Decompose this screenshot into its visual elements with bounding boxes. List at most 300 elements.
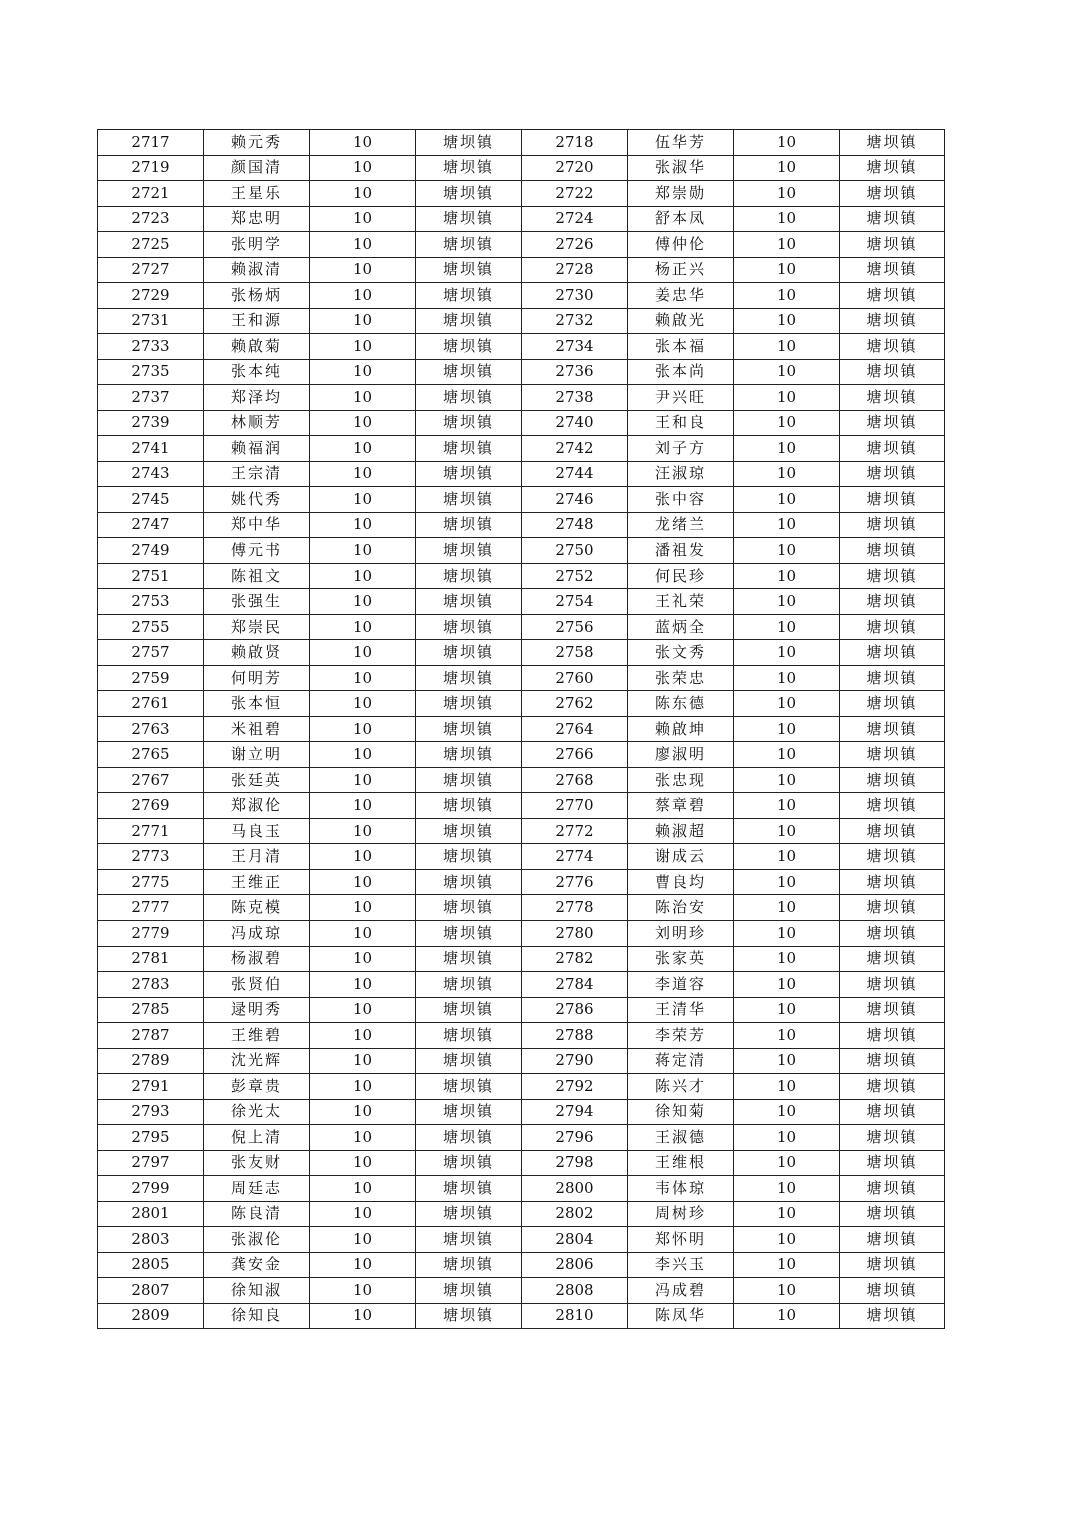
seq-number-cell: 2739: [98, 410, 204, 436]
seq-number-cell: 2798: [522, 1150, 628, 1176]
amount-cell: 10: [310, 487, 416, 513]
amount-cell: 10: [310, 691, 416, 717]
name-cell: 李道容: [628, 972, 734, 998]
amount-cell: 10: [310, 920, 416, 946]
town-cell: 塘坝镇: [416, 1201, 522, 1227]
amount-cell: 10: [310, 130, 416, 156]
seq-number-cell: 2724: [522, 206, 628, 232]
town-cell: 塘坝镇: [840, 818, 945, 844]
amount-cell: 10: [734, 818, 840, 844]
name-cell: 倪上清: [204, 1125, 310, 1151]
name-cell: 李荣芳: [628, 1023, 734, 1049]
town-cell: 塘坝镇: [416, 538, 522, 564]
name-cell: 陈兴才: [628, 1074, 734, 1100]
amount-cell: 10: [734, 563, 840, 589]
town-cell: 塘坝镇: [416, 1023, 522, 1049]
name-cell: 冯成碧: [628, 1278, 734, 1304]
name-cell: 姜忠华: [628, 283, 734, 309]
amount-cell: 10: [310, 181, 416, 207]
name-cell: 张忠现: [628, 767, 734, 793]
town-cell: 塘坝镇: [840, 181, 945, 207]
name-cell: 赖福润: [204, 436, 310, 462]
name-cell: 周树珍: [628, 1201, 734, 1227]
amount-cell: 10: [734, 640, 840, 666]
name-cell: 韦体琼: [628, 1176, 734, 1202]
seq-number-cell: 2736: [522, 359, 628, 385]
seq-number-cell: 2808: [522, 1278, 628, 1304]
amount-cell: 10: [310, 1023, 416, 1049]
seq-number-cell: 2767: [98, 767, 204, 793]
table-row: [98, 308, 945, 334]
name-cell: 张杨炳: [204, 283, 310, 309]
town-cell: 塘坝镇: [416, 972, 522, 998]
table-row: [98, 1201, 945, 1227]
name-cell: 赖啟坤: [628, 716, 734, 742]
name-cell: 刘明珍: [628, 920, 734, 946]
name-cell: 姚代秀: [204, 487, 310, 513]
seq-number-cell: 2780: [522, 920, 628, 946]
table-row: [98, 691, 945, 717]
amount-cell: 10: [310, 436, 416, 462]
town-cell: 塘坝镇: [416, 410, 522, 436]
seq-number-cell: 2769: [98, 793, 204, 819]
amount-cell: 10: [310, 844, 416, 870]
seq-number-cell: 2770: [522, 793, 628, 819]
town-cell: 塘坝镇: [840, 869, 945, 895]
town-cell: 塘坝镇: [416, 767, 522, 793]
amount-cell: 10: [310, 972, 416, 998]
name-cell: 林顺芳: [204, 410, 310, 436]
amount-cell: 10: [734, 232, 840, 258]
amount-cell: 10: [734, 767, 840, 793]
amount-cell: 10: [310, 257, 416, 283]
name-cell: 谢立明: [204, 742, 310, 768]
table-row: [98, 895, 945, 921]
town-cell: 塘坝镇: [416, 283, 522, 309]
town-cell: 塘坝镇: [416, 895, 522, 921]
amount-cell: 10: [310, 1303, 416, 1329]
town-cell: 塘坝镇: [840, 461, 945, 487]
amount-cell: 10: [734, 487, 840, 513]
name-cell: 徐知淑: [204, 1278, 310, 1304]
amount-cell: 10: [310, 614, 416, 640]
name-cell: 陈治安: [628, 895, 734, 921]
table-row: [98, 206, 945, 232]
amount-cell: 10: [734, 691, 840, 717]
town-cell: 塘坝镇: [840, 844, 945, 870]
amount-cell: 10: [310, 895, 416, 921]
seq-number-cell: 2810: [522, 1303, 628, 1329]
name-cell: 周廷志: [204, 1176, 310, 1202]
seq-number-cell: 2735: [98, 359, 204, 385]
town-cell: 塘坝镇: [840, 232, 945, 258]
town-cell: 塘坝镇: [840, 895, 945, 921]
table-row: [98, 155, 945, 181]
name-cell: 杨淑碧: [204, 946, 310, 972]
seq-number-cell: 2749: [98, 538, 204, 564]
seq-number-cell: 2727: [98, 257, 204, 283]
town-cell: 塘坝镇: [840, 920, 945, 946]
name-cell: 赖啟贤: [204, 640, 310, 666]
seq-number-cell: 2772: [522, 818, 628, 844]
amount-cell: 10: [734, 1303, 840, 1329]
name-cell: 张荣忠: [628, 665, 734, 691]
name-cell: 李兴玉: [628, 1252, 734, 1278]
seq-number-cell: 2721: [98, 181, 204, 207]
name-cell: 王星乐: [204, 181, 310, 207]
seq-number-cell: 2717: [98, 130, 204, 156]
seq-number-cell: 2747: [98, 512, 204, 538]
amount-cell: 10: [734, 1201, 840, 1227]
town-cell: 塘坝镇: [416, 461, 522, 487]
seq-number-cell: 2757: [98, 640, 204, 666]
town-cell: 塘坝镇: [416, 793, 522, 819]
table-row: [98, 538, 945, 564]
seq-number-cell: 2803: [98, 1227, 204, 1253]
town-cell: 塘坝镇: [416, 997, 522, 1023]
amount-cell: 10: [734, 155, 840, 181]
table-row: [98, 1176, 945, 1202]
amount-cell: 10: [734, 436, 840, 462]
name-cell: 蒋定清: [628, 1048, 734, 1074]
amount-cell: 10: [310, 155, 416, 181]
name-cell: 颜国清: [204, 155, 310, 181]
town-cell: 塘坝镇: [416, 665, 522, 691]
name-cell: 蔡章碧: [628, 793, 734, 819]
table-row: [98, 1023, 945, 1049]
town-cell: 塘坝镇: [840, 1303, 945, 1329]
amount-cell: 10: [310, 1150, 416, 1176]
seq-number-cell: 2778: [522, 895, 628, 921]
name-cell: 郑崇民: [204, 614, 310, 640]
town-cell: 塘坝镇: [416, 946, 522, 972]
town-cell: 塘坝镇: [840, 1278, 945, 1304]
name-cell: 沈光辉: [204, 1048, 310, 1074]
table-row: [98, 614, 945, 640]
amount-cell: 10: [734, 1023, 840, 1049]
amount-cell: 10: [310, 818, 416, 844]
seq-number-cell: 2754: [522, 589, 628, 615]
name-cell: 张本纯: [204, 359, 310, 385]
town-cell: 塘坝镇: [840, 1125, 945, 1151]
name-cell: 徐知菊: [628, 1099, 734, 1125]
amount-cell: 10: [310, 716, 416, 742]
town-cell: 塘坝镇: [840, 308, 945, 334]
table-row: [98, 869, 945, 895]
name-cell: 张家英: [628, 946, 734, 972]
name-cell: 徐光太: [204, 1099, 310, 1125]
name-cell: 冯成琼: [204, 920, 310, 946]
town-cell: 塘坝镇: [416, 640, 522, 666]
seq-number-cell: 2804: [522, 1227, 628, 1253]
name-cell: 张本尚: [628, 359, 734, 385]
name-cell: 何民珍: [628, 563, 734, 589]
roster-table: [97, 129, 945, 1329]
name-cell: 蓝炳全: [628, 614, 734, 640]
seq-number-cell: 2794: [522, 1099, 628, 1125]
seq-number-cell: 2744: [522, 461, 628, 487]
seq-number-cell: 2763: [98, 716, 204, 742]
town-cell: 塘坝镇: [416, 716, 522, 742]
seq-number-cell: 2732: [522, 308, 628, 334]
amount-cell: 10: [734, 461, 840, 487]
town-cell: 塘坝镇: [416, 155, 522, 181]
town-cell: 塘坝镇: [416, 1150, 522, 1176]
amount-cell: 10: [734, 742, 840, 768]
town-cell: 塘坝镇: [416, 1074, 522, 1100]
amount-cell: 10: [310, 665, 416, 691]
seq-number-cell: 2781: [98, 946, 204, 972]
seq-number-cell: 2802: [522, 1201, 628, 1227]
town-cell: 塘坝镇: [840, 487, 945, 513]
town-cell: 塘坝镇: [840, 1048, 945, 1074]
seq-number-cell: 2791: [98, 1074, 204, 1100]
town-cell: 塘坝镇: [416, 308, 522, 334]
table-row: [98, 640, 945, 666]
amount-cell: 10: [310, 1176, 416, 1202]
amount-cell: 10: [734, 334, 840, 360]
seq-number-cell: 2756: [522, 614, 628, 640]
amount-cell: 10: [734, 130, 840, 156]
amount-cell: 10: [310, 512, 416, 538]
amount-cell: 10: [734, 997, 840, 1023]
town-cell: 塘坝镇: [840, 538, 945, 564]
seq-number-cell: 2776: [522, 869, 628, 895]
seq-number-cell: 2760: [522, 665, 628, 691]
name-cell: 王和良: [628, 410, 734, 436]
name-cell: 龙绪兰: [628, 512, 734, 538]
amount-cell: 10: [734, 614, 840, 640]
amount-cell: 10: [734, 538, 840, 564]
amount-cell: 10: [310, 1099, 416, 1125]
seq-number-cell: 2730: [522, 283, 628, 309]
amount-cell: 10: [310, 538, 416, 564]
name-cell: 刘子方: [628, 436, 734, 462]
town-cell: 塘坝镇: [840, 1201, 945, 1227]
name-cell: 陈东德: [628, 691, 734, 717]
table-row: [98, 461, 945, 487]
town-cell: 塘坝镇: [840, 691, 945, 717]
name-cell: 张中容: [628, 487, 734, 513]
amount-cell: 10: [310, 308, 416, 334]
amount-cell: 10: [310, 232, 416, 258]
amount-cell: 10: [734, 1176, 840, 1202]
seq-number-cell: 2809: [98, 1303, 204, 1329]
name-cell: 赖啟光: [628, 308, 734, 334]
name-cell: 张明学: [204, 232, 310, 258]
seq-number-cell: 2805: [98, 1252, 204, 1278]
name-cell: 王礼荣: [628, 589, 734, 615]
town-cell: 塘坝镇: [840, 512, 945, 538]
seq-number-cell: 2731: [98, 308, 204, 334]
town-cell: 塘坝镇: [840, 563, 945, 589]
seq-number-cell: 2746: [522, 487, 628, 513]
seq-number-cell: 2737: [98, 385, 204, 411]
amount-cell: 10: [734, 1099, 840, 1125]
seq-number-cell: 2768: [522, 767, 628, 793]
amount-cell: 10: [310, 283, 416, 309]
table-row: [98, 1048, 945, 1074]
name-cell: 潘祖发: [628, 538, 734, 564]
seq-number-cell: 2718: [522, 130, 628, 156]
town-cell: 塘坝镇: [840, 436, 945, 462]
seq-number-cell: 2789: [98, 1048, 204, 1074]
seq-number-cell: 2729: [98, 283, 204, 309]
seq-number-cell: 2742: [522, 436, 628, 462]
table-row: [98, 410, 945, 436]
seq-number-cell: 2728: [522, 257, 628, 283]
name-cell: 王清华: [628, 997, 734, 1023]
table-row: [98, 334, 945, 360]
table-row: [98, 767, 945, 793]
seq-number-cell: 2792: [522, 1074, 628, 1100]
table-row: [98, 997, 945, 1023]
amount-cell: 10: [734, 844, 840, 870]
town-cell: 塘坝镇: [840, 1150, 945, 1176]
name-cell: 王宗清: [204, 461, 310, 487]
seq-number-cell: 2758: [522, 640, 628, 666]
town-cell: 塘坝镇: [840, 767, 945, 793]
name-cell: 张淑伦: [204, 1227, 310, 1253]
table-row: [98, 818, 945, 844]
town-cell: 塘坝镇: [416, 385, 522, 411]
name-cell: 王维根: [628, 1150, 734, 1176]
town-cell: 塘坝镇: [840, 997, 945, 1023]
table-row: [98, 920, 945, 946]
table-row: [98, 793, 945, 819]
amount-cell: 10: [734, 1048, 840, 1074]
amount-cell: 10: [734, 716, 840, 742]
amount-cell: 10: [734, 589, 840, 615]
town-cell: 塘坝镇: [416, 359, 522, 385]
town-cell: 塘坝镇: [840, 946, 945, 972]
name-cell: 赖淑超: [628, 818, 734, 844]
town-cell: 塘坝镇: [416, 1125, 522, 1151]
table-row: [98, 181, 945, 207]
table-row: [98, 1125, 945, 1151]
amount-cell: 10: [734, 1125, 840, 1151]
seq-number-cell: 2790: [522, 1048, 628, 1074]
name-cell: 何明芳: [204, 665, 310, 691]
amount-cell: 10: [734, 181, 840, 207]
table-row: [98, 130, 945, 156]
amount-cell: 10: [310, 1201, 416, 1227]
town-cell: 塘坝镇: [416, 334, 522, 360]
seq-number-cell: 2751: [98, 563, 204, 589]
seq-number-cell: 2720: [522, 155, 628, 181]
amount-cell: 10: [734, 869, 840, 895]
town-cell: 塘坝镇: [416, 436, 522, 462]
amount-cell: 10: [734, 1150, 840, 1176]
seq-number-cell: 2788: [522, 1023, 628, 1049]
amount-cell: 10: [734, 359, 840, 385]
table-row: [98, 1227, 945, 1253]
amount-cell: 10: [310, 1125, 416, 1151]
town-cell: 塘坝镇: [416, 487, 522, 513]
amount-cell: 10: [310, 1074, 416, 1100]
amount-cell: 10: [310, 461, 416, 487]
seq-number-cell: 2795: [98, 1125, 204, 1151]
name-cell: 赖淑清: [204, 257, 310, 283]
seq-number-cell: 2796: [522, 1125, 628, 1151]
seq-number-cell: 2773: [98, 844, 204, 870]
amount-cell: 10: [734, 410, 840, 436]
name-cell: 尹兴旺: [628, 385, 734, 411]
name-cell: 王和源: [204, 308, 310, 334]
name-cell: 曹良均: [628, 869, 734, 895]
town-cell: 塘坝镇: [416, 512, 522, 538]
amount-cell: 10: [310, 385, 416, 411]
town-cell: 塘坝镇: [416, 563, 522, 589]
table-row: [98, 257, 945, 283]
seq-number-cell: 2799: [98, 1176, 204, 1202]
table-row: [98, 1278, 945, 1304]
amount-cell: 10: [734, 1074, 840, 1100]
town-cell: 塘坝镇: [416, 920, 522, 946]
amount-cell: 10: [310, 359, 416, 385]
name-cell: 米祖碧: [204, 716, 310, 742]
name-cell: 张文秀: [628, 640, 734, 666]
table-row: [98, 563, 945, 589]
town-cell: 塘坝镇: [840, 1227, 945, 1253]
name-cell: 郑中华: [204, 512, 310, 538]
town-cell: 塘坝镇: [840, 793, 945, 819]
seq-number-cell: 2759: [98, 665, 204, 691]
name-cell: 傅元书: [204, 538, 310, 564]
amount-cell: 10: [310, 563, 416, 589]
seq-number-cell: 2787: [98, 1023, 204, 1049]
name-cell: 王月清: [204, 844, 310, 870]
amount-cell: 10: [734, 308, 840, 334]
seq-number-cell: 2786: [522, 997, 628, 1023]
seq-number-cell: 2784: [522, 972, 628, 998]
town-cell: 塘坝镇: [416, 130, 522, 156]
amount-cell: 10: [734, 793, 840, 819]
amount-cell: 10: [310, 334, 416, 360]
seq-number-cell: 2777: [98, 895, 204, 921]
seq-number-cell: 2785: [98, 997, 204, 1023]
seq-number-cell: 2750: [522, 538, 628, 564]
town-cell: 塘坝镇: [416, 1176, 522, 1202]
amount-cell: 10: [310, 1252, 416, 1278]
seq-number-cell: 2765: [98, 742, 204, 768]
name-cell: 张廷英: [204, 767, 310, 793]
name-cell: 张强生: [204, 589, 310, 615]
table-row: [98, 512, 945, 538]
town-cell: 塘坝镇: [416, 1278, 522, 1304]
town-cell: 塘坝镇: [416, 1303, 522, 1329]
seq-number-cell: 2748: [522, 512, 628, 538]
seq-number-cell: 2793: [98, 1099, 204, 1125]
town-cell: 塘坝镇: [840, 1176, 945, 1202]
name-cell: 逯明秀: [204, 997, 310, 1023]
seq-number-cell: 2745: [98, 487, 204, 513]
table-row: [98, 487, 945, 513]
name-cell: 张淑华: [628, 155, 734, 181]
town-cell: 塘坝镇: [840, 1099, 945, 1125]
table-row: [98, 946, 945, 972]
seq-number-cell: 2743: [98, 461, 204, 487]
seq-number-cell: 2755: [98, 614, 204, 640]
name-cell: 张贤伯: [204, 972, 310, 998]
town-cell: 塘坝镇: [416, 589, 522, 615]
seq-number-cell: 2723: [98, 206, 204, 232]
seq-number-cell: 2762: [522, 691, 628, 717]
seq-number-cell: 2766: [522, 742, 628, 768]
table-row: [98, 1074, 945, 1100]
seq-number-cell: 2764: [522, 716, 628, 742]
town-cell: 塘坝镇: [416, 1099, 522, 1125]
